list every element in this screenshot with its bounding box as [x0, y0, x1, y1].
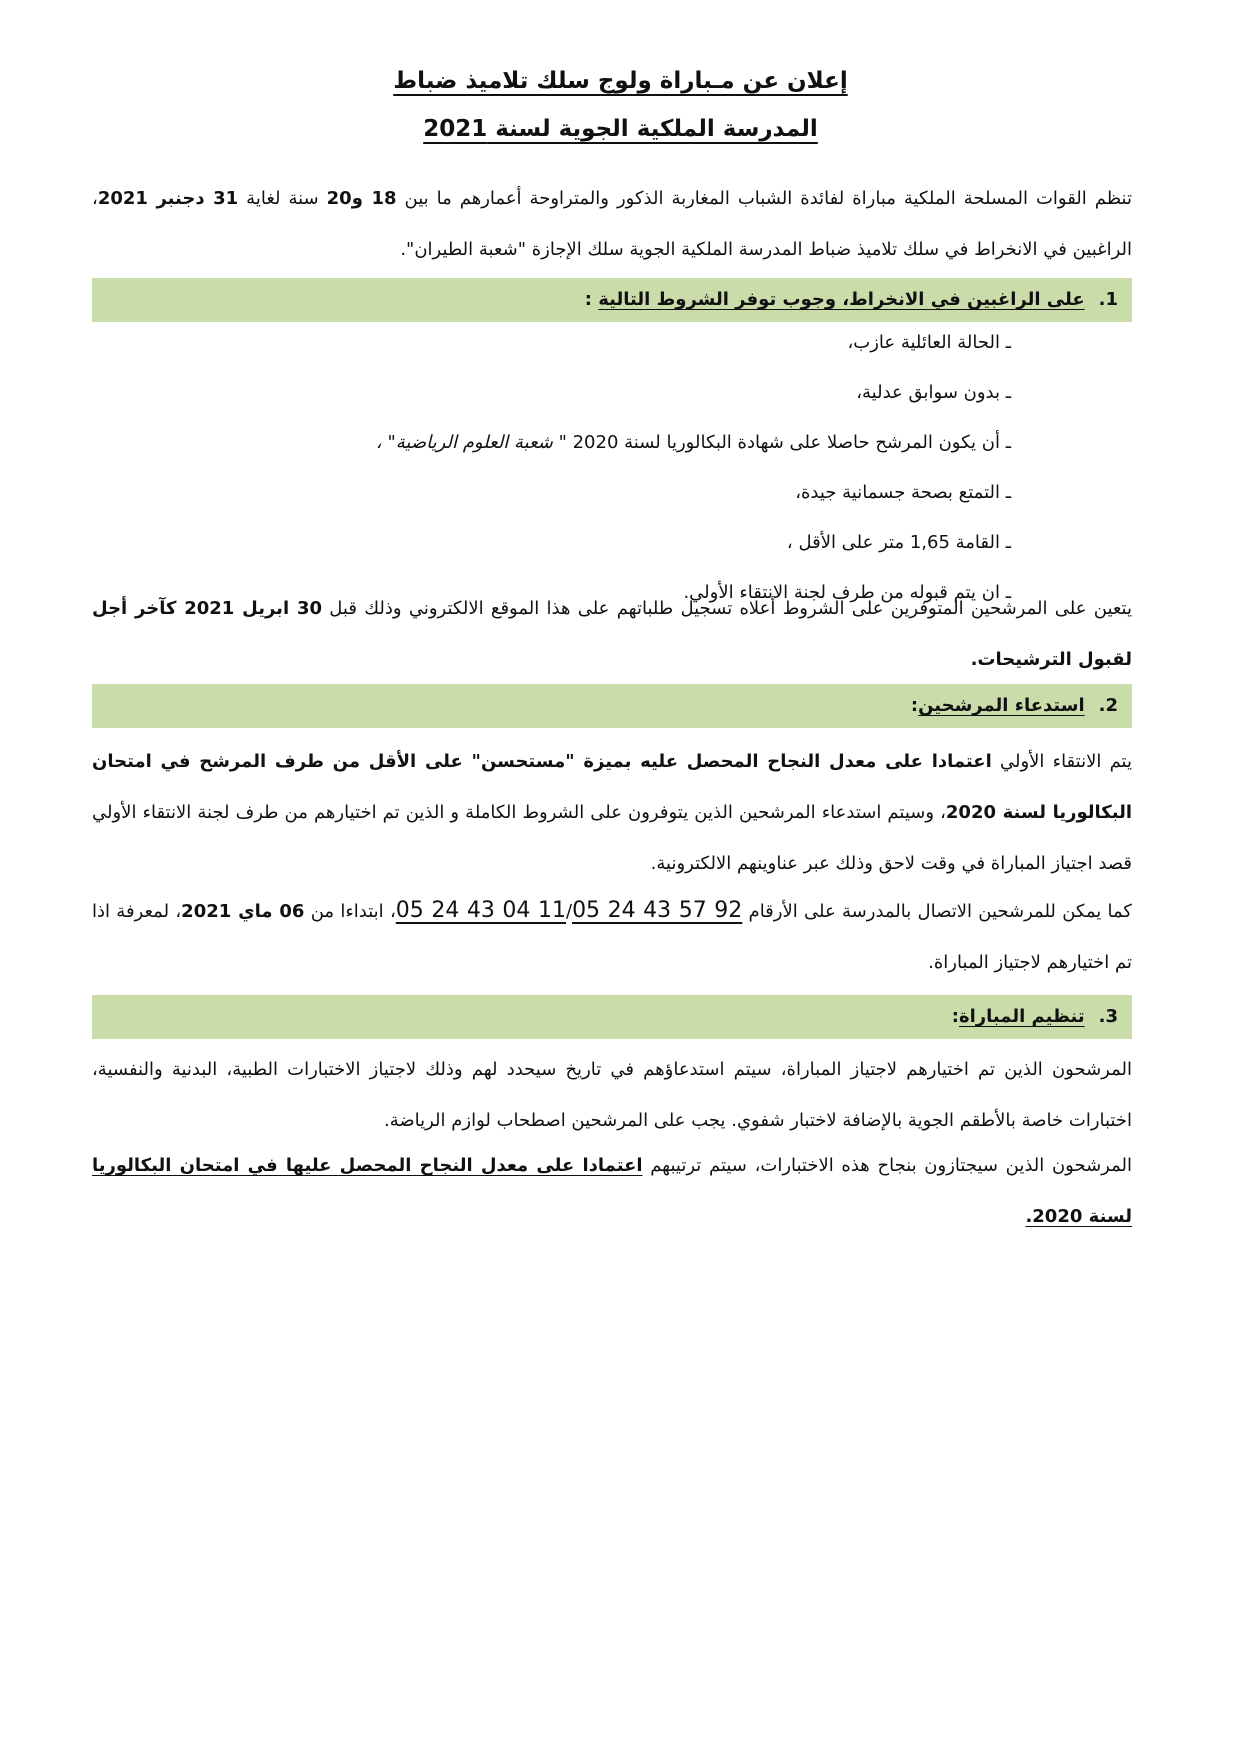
registration-paragraph: يتعين على المرشحين المتوفرين على الشروط أعلاه تسجيل طلباتهم على هذا الموقع الالكتروني وذلك قبل 30 ابريل 2021 كآخر أجل لقبول الترشيحات. [92, 598, 1133, 670]
section-3-header: 3.تنظيم المباراة: [92, 995, 1132, 1039]
title-line-2: المدرسة الملكية الجوية لسنة 2021 [423, 116, 818, 142]
section-1-header: 1.على الراغبين في الانخراط، وجوب توفر الشروط التالية : [92, 278, 1132, 322]
list-item: ـ ان يتم قبوله من طرف لجنة الانتقاء الأولي. [683, 582, 1011, 603]
phone-number-1[interactable]: 05 24 43 04 11 [395, 898, 566, 923]
contact-paragraph: كما يمكن للمرشحين الاتصال بالمدرسة على الأرقام 05 24 43 04 11/05 24 43 57 92، ابتداءا من 06 ماي 2021، لمعرفة اذا تم اختيارهم لاجتياز المباراة. [92, 898, 1132, 973]
list-item: ـ القامة 1,65 متر على الأقل ، [786, 532, 1011, 553]
ranking-paragraph: المرشحون الذين سيجتازون بنجاح هذه الاختبارات، سيتم ترتيبهم اعتمادا على معدل النجاح المحصل عليها في امتحان البكالوريا لسنة 2020. [92, 1155, 1132, 1227]
list-item: ـ بدون سوابق عدلية، [856, 382, 1011, 403]
list-item: ـ الحالة العائلية عازب، [847, 332, 1011, 353]
list-item: ـ التمتع بصحة جسمانية جيدة، [795, 482, 1011, 503]
selection-paragraph: يتم الانتقاء الأولي اعتمادا على معدل النجاح المحصل عليه بميزة "مستحسن" على الأقل من طرف المرشح في امتحان البكالوريا لسنة 2020، وسيتم استدعاء المرشحين الذين يتوفرون على الشروط الكاملة و الذين تم اختيارهم من طرف لجنة الانتقاء الأولي قصد اجتياز المباراة في وقت لاحق وذلك عبر عناوينهم الالكترونية. [92, 751, 1132, 874]
section-2-header: 2.استدعاء المرشحين: [92, 684, 1132, 728]
exam-paragraph: المرشحون الذين تم اختيارهم لاجتياز المباراة، سيتم استدعاؤهم في تاريخ سيحدد لهم وذلك لاجتياز الاختبارات الطبية، البدنية والنفسية، اختبارات خاصة بالأطقم الجوية بالإضافة لاختبار شفوي. يجب على المرشحين اصطحاب لوازم الرياضة. [92, 1059, 1132, 1131]
intro-paragraph: تنظم القوات المسلحة الملكية مباراة لفائدة الشباب المغاربة الذكور والمتراوحة أعمارهم ما بين 18 و20 سنة لغاية 31 دجنبر 2021، الراغبين في الانخراط في سلك تلاميذ ضباط المدرسة الملكية الجوية سلك الإجازة "شعبة الطيران". [92, 188, 1132, 260]
phone-number-2[interactable]: 05 24 43 57 92 [572, 898, 743, 923]
title-line-1: إعلان عن مـباراة ولوج سلك تلاميذ ضباط [393, 68, 848, 94]
list-item: ـ أن يكون المرشح حاصلا على شهادة البكالوريا لسنة 2020 " شعبة العلوم الرياضية" ، [375, 432, 1011, 453]
conditions-list [151, 318, 1011, 618]
